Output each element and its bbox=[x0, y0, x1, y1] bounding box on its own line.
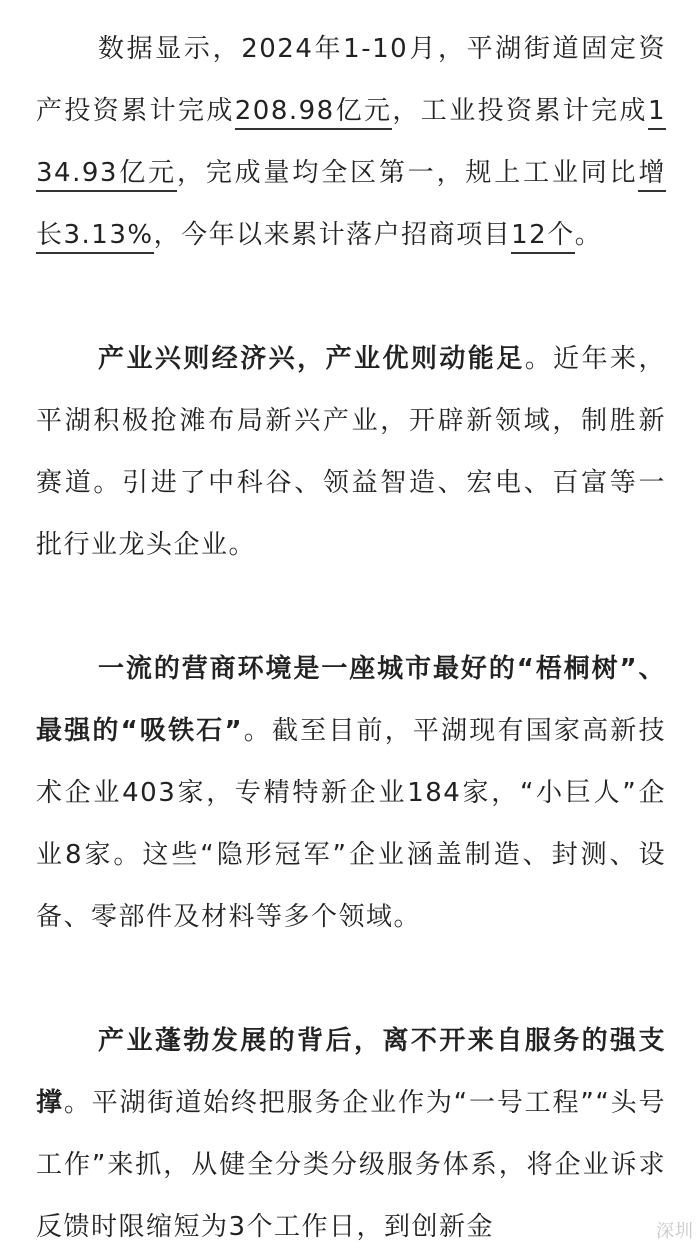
text-segment: 。近年来，平湖积极抢滩布局新兴产业，开辟新领域，制胜新赛道。引进了中科谷、领益智造、宏电、百富等一批行业龙头企业。 bbox=[36, 344, 666, 560]
highlight-project-count: 12个 bbox=[511, 220, 575, 254]
lead-sentence: 产业兴则经济兴，产业优则动能足 bbox=[98, 344, 525, 374]
paragraph-business-environment bbox=[36, 638, 666, 948]
paragraph-emerging-industries bbox=[36, 328, 666, 576]
text-segment: 。平湖街道始终把服务企业作为“一号工程”“头号工作”来抓，从健全分类分级服务体系，将企业诉求反馈时限缩短为3个工作日，到创新金 bbox=[36, 1088, 666, 1242]
highlight-growth-rate: 增长3.13% bbox=[36, 158, 666, 254]
paragraph-service-support bbox=[36, 1010, 666, 1258]
watermark: 深圳 bbox=[656, 1221, 694, 1242]
highlight-industrial-investment: 134.93亿元 bbox=[36, 96, 666, 192]
text-segment: ，今年以来累计落户招商项目 bbox=[153, 220, 512, 250]
text-segment: ，完成量均全区第一，规上工业同比 bbox=[176, 158, 639, 188]
text-segment: 数据显示，2024年1-10月，平湖街道固定资产投资累计完成 bbox=[36, 34, 666, 126]
article-body bbox=[36, 0, 666, 1258]
text-segment: ，工业投资累计完成 bbox=[392, 96, 648, 126]
paragraph-investment-stats bbox=[36, 0, 666, 266]
lead-sentence: 一流的营商环境是一座城市最好的“梧桐树”、最强的“吸铁石” bbox=[36, 654, 666, 746]
highlight-fixed-asset-investment: 208.98亿元 bbox=[235, 96, 393, 130]
text-segment: 。截至目前，平湖现有国家高新技术企业403家，专精特新企业184家，“小巨人”企业8家。这些“隐形冠军”企业涵盖制造、封测、设备、零部件及材料等多个领域。 bbox=[36, 716, 666, 932]
text-segment: 。 bbox=[574, 220, 603, 250]
lead-sentence: 产业蓬勃发展的背后，离不开来自服务的强支撑 bbox=[36, 1026, 666, 1118]
